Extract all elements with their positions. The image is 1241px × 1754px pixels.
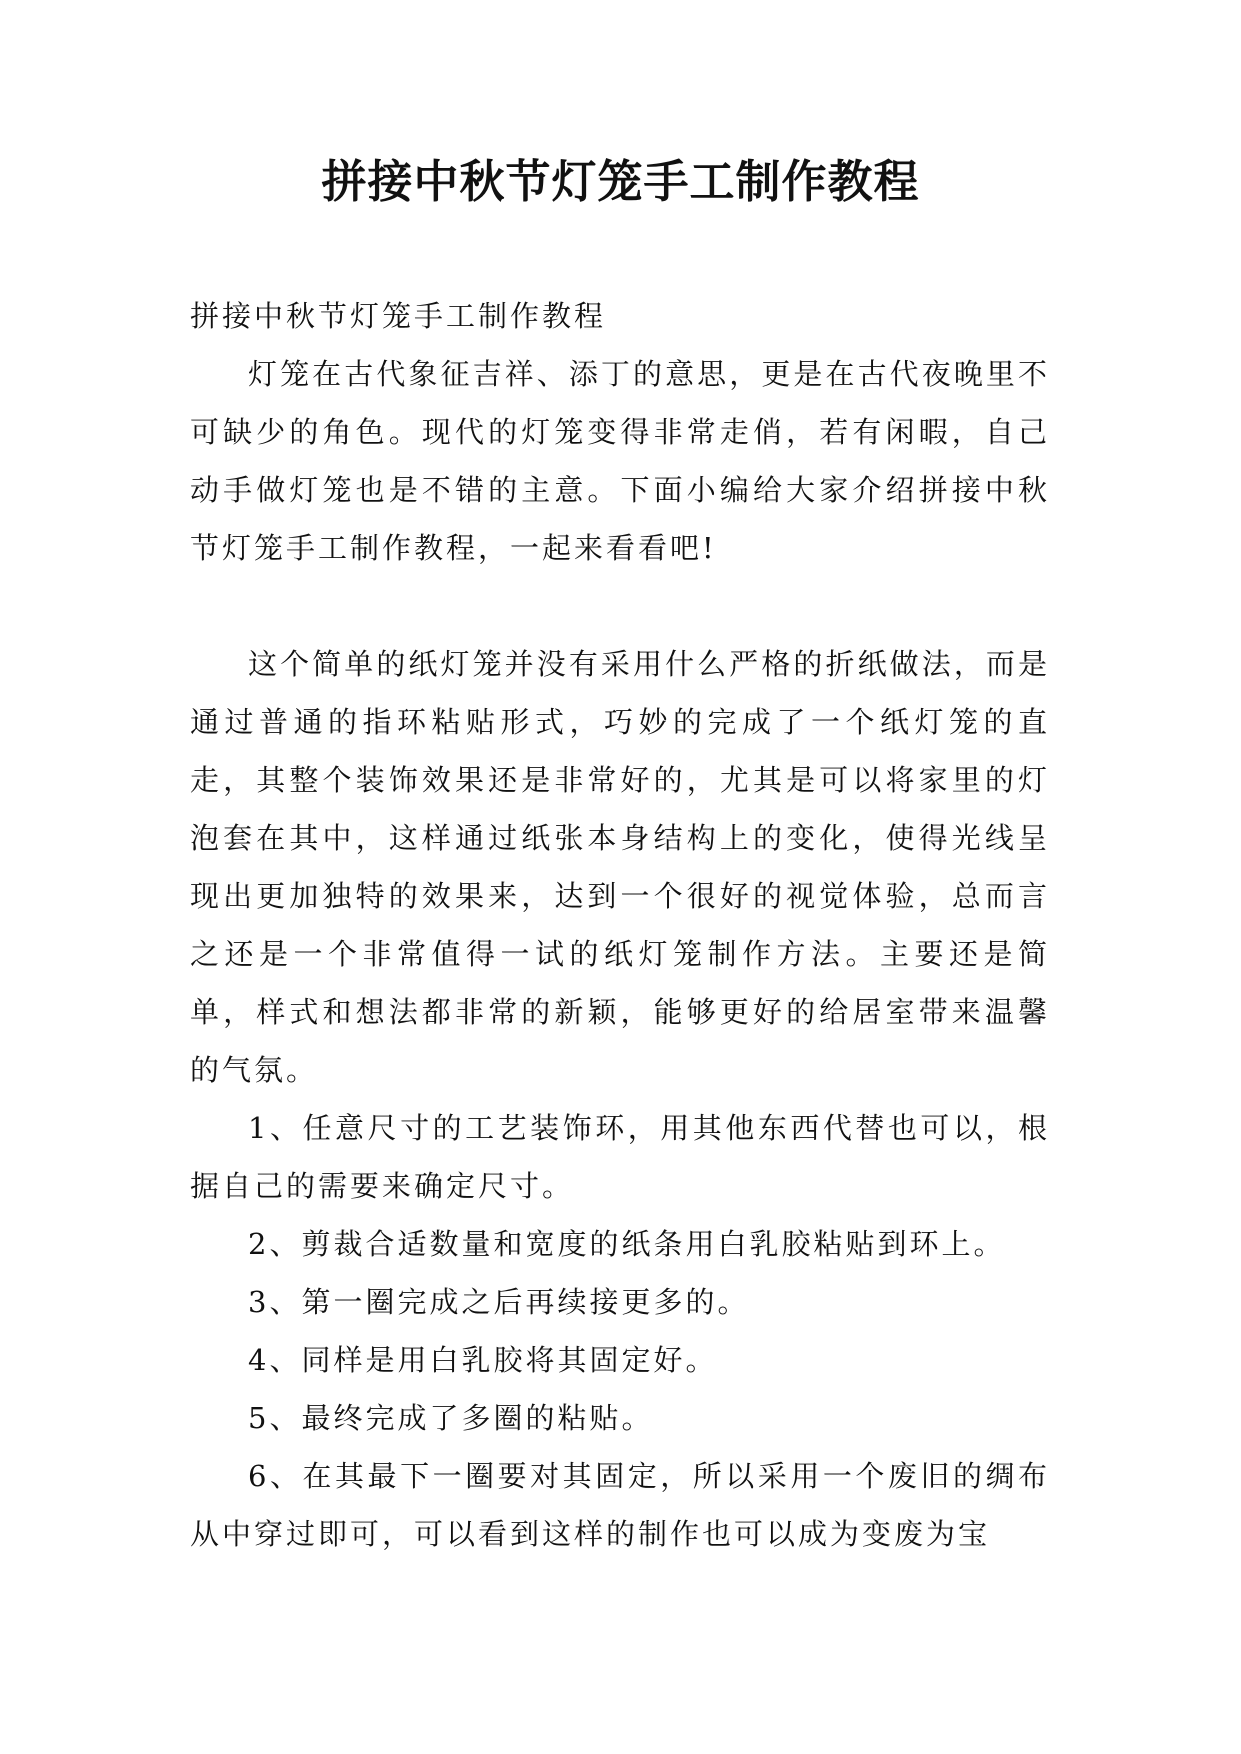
step-1: 1、任意尺寸的工艺装饰环，用其他东西代替也可以，根据自己的需要来确定尺寸。 <box>190 1111 1050 1203</box>
document-subtitle: 拼接中秋节灯笼手工制作教程 <box>190 299 607 333</box>
paragraph-spacer <box>190 577 1050 635</box>
step-5: 5、最终完成了多圈的粘贴。 <box>248 1401 654 1435</box>
step-3: 3、第一圈完成之后再续接更多的。 <box>248 1285 750 1319</box>
step-4: 4、同样是用白乳胶将其固定好。 <box>248 1343 718 1377</box>
document-body <box>190 287 1050 1563</box>
intro-paragraph: 灯笼在古代象征吉祥、添丁的意思，更是在古代夜晚里不可缺少的角色。现代的灯笼变得非常走俏，若有闲暇，自己动手做灯笼也是不错的主意。下面小编给大家介绍拼接中秋节灯笼手工制作教程，一起来看看吧! <box>190 357 1050 565</box>
document-title: 拼接中秋节灯笼手工制作教程 <box>321 155 920 208</box>
step-2: 2、剪裁合适数量和宽度的纸条用白乳胶粘贴到环上。 <box>248 1227 1006 1261</box>
description-paragraph: 这个简单的纸灯笼并没有采用什么严格的折纸做法，而是通过普通的指环粘贴形式，巧妙的完成了一个纸灯笼的直走，其整个装饰效果还是非常好的，尤其是可以将家里的灯泡套在其中，这样通过纸张本身结构上的变化，使得光线呈现出更加独特的效果来，达到一个很好的视觉体验，总而言之还是一个非常值得一试的纸灯笼制作方法。主要还是简单，样式和想法都非常的新颖，能够更好的给居室带来温馨的气氛。 <box>190 647 1050 1087</box>
step-6: 6、在其最下一圈要对其固定，所以采用一个废旧的绸布从中穿过即可，可以看到这样的制作也可以成为变废为宝 <box>190 1459 1050 1551</box>
